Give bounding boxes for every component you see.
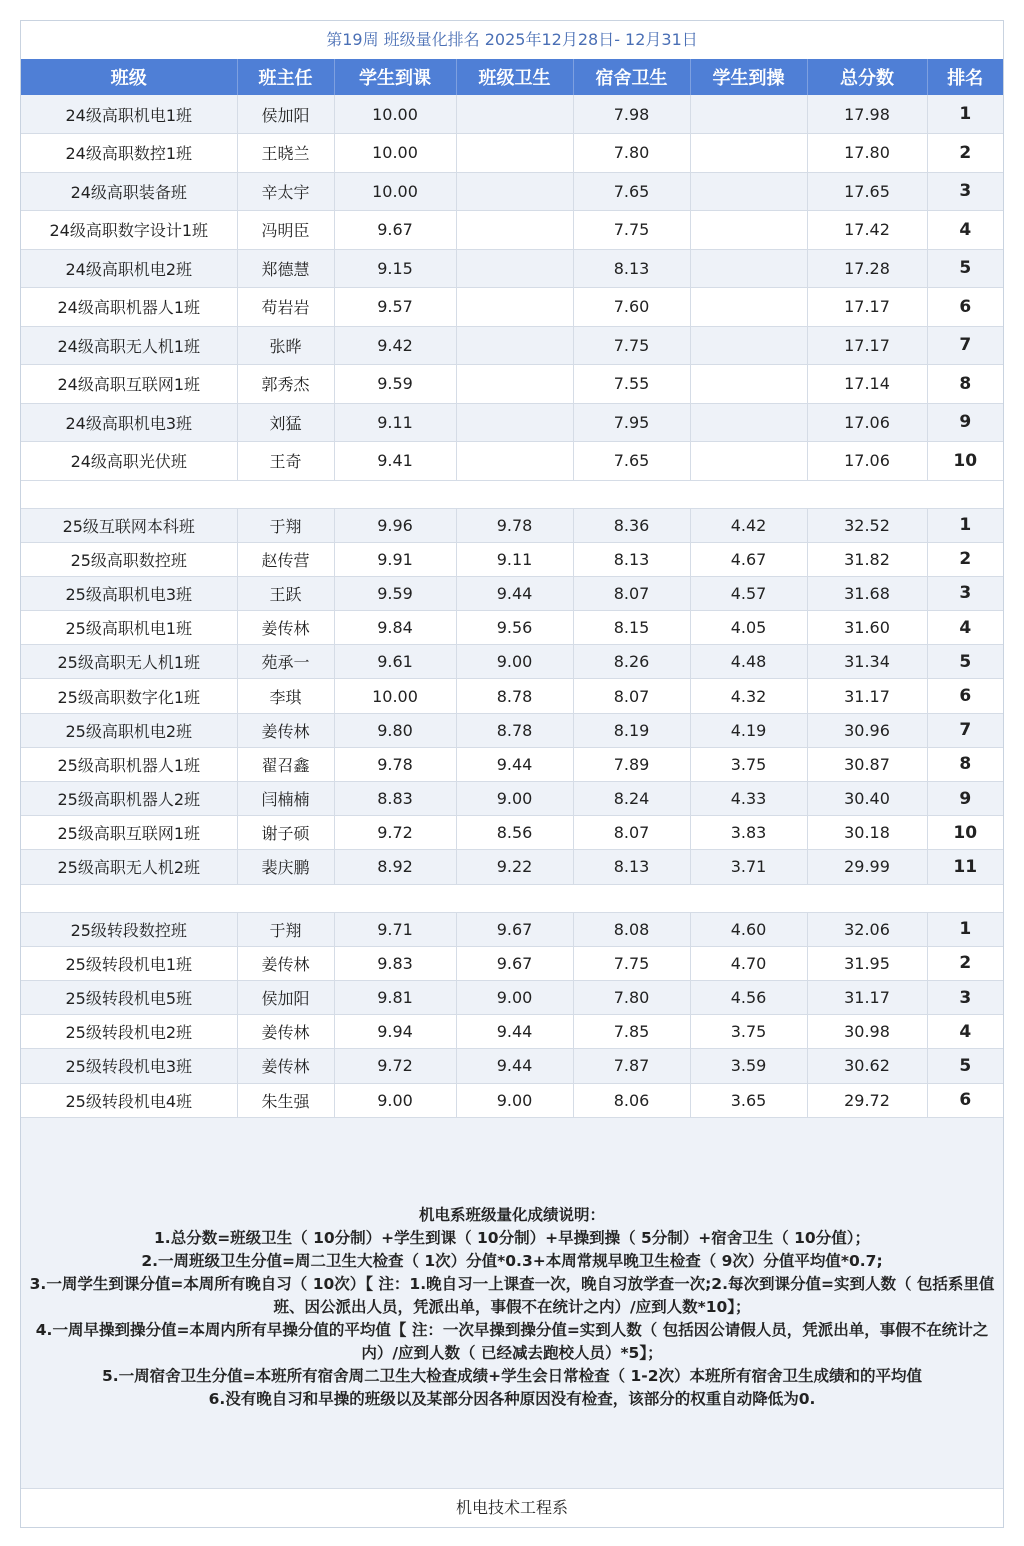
cell-teacher: 王奇 xyxy=(237,442,334,481)
cell-attendance: 10.00 xyxy=(334,172,456,211)
cell-attendance: 9.11 xyxy=(334,403,456,442)
cell-class: 25级转段机电5班 xyxy=(21,980,237,1014)
table-row xyxy=(21,713,1003,747)
cell-class-hygiene: 9.56 xyxy=(456,611,573,645)
cell-total: 29.72 xyxy=(807,1083,927,1117)
footer-department: 机电技术工程系 xyxy=(21,1489,1003,1528)
cell-teacher: 王晓兰 xyxy=(237,134,334,173)
cell-teacher: 朱生强 xyxy=(237,1083,334,1117)
cell-class: 24级高职机电1班 xyxy=(21,95,237,134)
cell-exercise xyxy=(690,134,807,173)
cell-rank: 3 xyxy=(927,172,1003,211)
cell-class: 24级高职数字设计1班 xyxy=(21,211,237,250)
section-25-grade xyxy=(21,508,1003,884)
page-title: 第19周 班级量化排名 2025年12月28日- 12月31日 xyxy=(21,20,1003,59)
cell-rank: 8 xyxy=(927,747,1003,781)
table-row xyxy=(21,508,1003,542)
cell-teacher: 姜传林 xyxy=(237,611,334,645)
cell-rank: 6 xyxy=(927,288,1003,327)
cell-total: 31.60 xyxy=(807,611,927,645)
section-gap xyxy=(21,480,1003,508)
notes-line: 2.一周班级卫生分值=周二卫生大检查（ 1次）分值*0.3+本周常规早晚卫生检查（ 9次）分值平均值*0.7; xyxy=(141,1251,883,1270)
table-row xyxy=(21,1083,1003,1117)
cell-class: 25级转段机电4班 xyxy=(21,1083,237,1117)
table-row xyxy=(21,542,1003,576)
header-class: 班级 xyxy=(21,59,237,95)
cell-attendance: 9.00 xyxy=(334,1083,456,1117)
table-row xyxy=(21,946,1003,980)
cell-class-hygiene xyxy=(456,365,573,404)
cell-dorm-hygiene: 7.87 xyxy=(573,1049,690,1083)
cell-dorm-hygiene: 7.85 xyxy=(573,1015,690,1049)
cell-attendance: 9.57 xyxy=(334,288,456,327)
cell-class-hygiene xyxy=(456,288,573,327)
cell-rank: 2 xyxy=(927,134,1003,173)
cell-teacher: 刘猛 xyxy=(237,403,334,442)
cell-exercise: 3.83 xyxy=(690,816,807,850)
header-teacher: 班主任 xyxy=(237,59,334,95)
cell-teacher: 侯加阳 xyxy=(237,980,334,1014)
cell-attendance: 9.41 xyxy=(334,442,456,481)
cell-rank: 10 xyxy=(927,442,1003,481)
cell-rank: 10 xyxy=(927,816,1003,850)
cell-total: 30.40 xyxy=(807,782,927,816)
cell-class-hygiene: 9.67 xyxy=(456,946,573,980)
cell-teacher: 于翔 xyxy=(237,912,334,946)
cell-dorm-hygiene: 7.95 xyxy=(573,403,690,442)
cell-dorm-hygiene: 7.89 xyxy=(573,747,690,781)
cell-exercise: 4.56 xyxy=(690,980,807,1014)
cell-rank: 11 xyxy=(927,850,1003,884)
cell-dorm-hygiene: 8.08 xyxy=(573,912,690,946)
table-row xyxy=(21,679,1003,713)
table-row xyxy=(21,365,1003,404)
cell-rank: 4 xyxy=(927,211,1003,250)
cell-class: 25级高职机器人2班 xyxy=(21,782,237,816)
cell-class-hygiene xyxy=(456,172,573,211)
header-exercise: 学生到操 xyxy=(690,59,807,95)
cell-dorm-hygiene: 8.13 xyxy=(573,850,690,884)
cell-class-hygiene xyxy=(456,249,573,288)
cell-class-hygiene: 8.78 xyxy=(456,679,573,713)
header-row xyxy=(21,59,1003,95)
cell-teacher: 姜传林 xyxy=(237,1015,334,1049)
section-25-transfer xyxy=(21,912,1003,1117)
cell-attendance: 9.42 xyxy=(334,326,456,365)
cell-teacher: 王跃 xyxy=(237,576,334,610)
cell-teacher: 姜传林 xyxy=(237,946,334,980)
table-row xyxy=(21,782,1003,816)
cell-exercise: 3.65 xyxy=(690,1083,807,1117)
cell-exercise: 4.60 xyxy=(690,912,807,946)
cell-class-hygiene: 9.00 xyxy=(456,782,573,816)
cell-attendance: 9.91 xyxy=(334,542,456,576)
table-row xyxy=(21,211,1003,250)
cell-exercise: 4.48 xyxy=(690,645,807,679)
cell-class: 25级转段数控班 xyxy=(21,912,237,946)
cell-total: 31.95 xyxy=(807,946,927,980)
cell-total: 17.06 xyxy=(807,403,927,442)
table-row xyxy=(21,611,1003,645)
cell-class: 25级高职机器人1班 xyxy=(21,747,237,781)
notes-panel xyxy=(21,1118,1003,1489)
table-row xyxy=(21,95,1003,134)
cell-rank: 4 xyxy=(927,1015,1003,1049)
cell-class-hygiene xyxy=(456,326,573,365)
cell-attendance: 9.15 xyxy=(334,249,456,288)
cell-total: 30.96 xyxy=(807,713,927,747)
cell-exercise xyxy=(690,288,807,327)
cell-exercise: 4.19 xyxy=(690,713,807,747)
cell-dorm-hygiene: 7.65 xyxy=(573,442,690,481)
cell-class: 25级高职机电3班 xyxy=(21,576,237,610)
cell-exercise: 4.05 xyxy=(690,611,807,645)
cell-class: 24级高职机电3班 xyxy=(21,403,237,442)
cell-total: 32.52 xyxy=(807,508,927,542)
cell-rank: 9 xyxy=(927,782,1003,816)
cell-dorm-hygiene: 7.75 xyxy=(573,946,690,980)
cell-class: 25级高职无人机1班 xyxy=(21,645,237,679)
section-24-grade xyxy=(21,95,1003,480)
header-class-hygiene: 班级卫生 xyxy=(456,59,573,95)
cell-dorm-hygiene: 7.98 xyxy=(573,95,690,134)
cell-total: 32.06 xyxy=(807,912,927,946)
cell-rank: 2 xyxy=(927,542,1003,576)
cell-attendance: 9.84 xyxy=(334,611,456,645)
table-row xyxy=(21,403,1003,442)
cell-teacher: 郑德慧 xyxy=(237,249,334,288)
cell-total: 17.17 xyxy=(807,288,927,327)
header-rank: 排名 xyxy=(927,59,1003,95)
cell-teacher: 张晔 xyxy=(237,326,334,365)
cell-total: 17.65 xyxy=(807,172,927,211)
cell-rank: 6 xyxy=(927,1083,1003,1117)
cell-class-hygiene xyxy=(456,442,573,481)
cell-rank: 7 xyxy=(927,713,1003,747)
cell-dorm-hygiene: 8.07 xyxy=(573,679,690,713)
cell-total: 31.34 xyxy=(807,645,927,679)
cell-attendance: 9.94 xyxy=(334,1015,456,1049)
cell-rank: 1 xyxy=(927,508,1003,542)
cell-class: 25级转段机电2班 xyxy=(21,1015,237,1049)
cell-class: 25级转段机电1班 xyxy=(21,946,237,980)
cell-class: 24级高职数控1班 xyxy=(21,134,237,173)
cell-total: 30.62 xyxy=(807,1049,927,1083)
cell-class-hygiene xyxy=(456,403,573,442)
cell-class: 24级高职装备班 xyxy=(21,172,237,211)
table-row xyxy=(21,326,1003,365)
table-row xyxy=(21,980,1003,1014)
cell-teacher: 闫楠楠 xyxy=(237,782,334,816)
cell-attendance: 10.00 xyxy=(334,134,456,173)
cell-exercise: 4.67 xyxy=(690,542,807,576)
cell-teacher: 于翔 xyxy=(237,508,334,542)
cell-rank: 3 xyxy=(927,980,1003,1014)
cell-total: 17.42 xyxy=(807,211,927,250)
table-row xyxy=(21,134,1003,173)
cell-class-hygiene: 9.00 xyxy=(456,1083,573,1117)
cell-exercise: 3.75 xyxy=(690,1015,807,1049)
cell-exercise: 4.70 xyxy=(690,946,807,980)
cell-exercise: 4.57 xyxy=(690,576,807,610)
cell-attendance: 9.96 xyxy=(334,508,456,542)
cell-exercise xyxy=(690,442,807,481)
cell-total: 17.06 xyxy=(807,442,927,481)
table-row xyxy=(21,442,1003,481)
cell-class: 24级高职机电2班 xyxy=(21,249,237,288)
cell-attendance: 9.78 xyxy=(334,747,456,781)
cell-dorm-hygiene: 7.80 xyxy=(573,134,690,173)
cell-teacher: 赵传营 xyxy=(237,542,334,576)
cell-class-hygiene: 9.44 xyxy=(456,576,573,610)
cell-class-hygiene xyxy=(456,134,573,173)
cell-exercise xyxy=(690,211,807,250)
cell-class-hygiene: 9.44 xyxy=(456,747,573,781)
cell-class-hygiene xyxy=(456,95,573,134)
cell-attendance: 9.72 xyxy=(334,816,456,850)
cell-class-hygiene: 9.78 xyxy=(456,508,573,542)
cell-dorm-hygiene: 7.65 xyxy=(573,172,690,211)
table-row xyxy=(21,576,1003,610)
cell-class: 24级高职机器人1班 xyxy=(21,288,237,327)
cell-class-hygiene: 9.11 xyxy=(456,542,573,576)
cell-class-hygiene: 9.67 xyxy=(456,912,573,946)
cell-class-hygiene: 9.44 xyxy=(456,1015,573,1049)
cell-exercise: 4.32 xyxy=(690,679,807,713)
cell-rank: 1 xyxy=(927,95,1003,134)
cell-class: 25级转段机电3班 xyxy=(21,1049,237,1083)
cell-rank: 6 xyxy=(927,679,1003,713)
cell-attendance: 10.00 xyxy=(334,95,456,134)
table-row xyxy=(21,1015,1003,1049)
cell-total: 30.87 xyxy=(807,747,927,781)
cell-total: 17.80 xyxy=(807,134,927,173)
cell-dorm-hygiene: 8.13 xyxy=(573,249,690,288)
cell-class: 25级高职机电1班 xyxy=(21,611,237,645)
cell-teacher: 辛太宇 xyxy=(237,172,334,211)
cell-dorm-hygiene: 7.80 xyxy=(573,980,690,1014)
cell-dorm-hygiene: 8.07 xyxy=(573,816,690,850)
cell-exercise xyxy=(690,172,807,211)
header-attendance: 学生到课 xyxy=(334,59,456,95)
notes-line: 1.总分数=班级卫生（ 10分制）+学生到课（ 10分制）+早操到操（ 5分制）+宿舍卫生（ 10分值）； xyxy=(154,1228,870,1247)
cell-class-hygiene: 9.44 xyxy=(456,1049,573,1083)
table-row xyxy=(21,747,1003,781)
table-row xyxy=(21,850,1003,884)
cell-teacher: 翟召鑫 xyxy=(237,747,334,781)
cell-dorm-hygiene: 7.55 xyxy=(573,365,690,404)
cell-attendance: 9.80 xyxy=(334,713,456,747)
cell-exercise: 3.59 xyxy=(690,1049,807,1083)
notes-heading: 机电系班级量化成绩说明： xyxy=(418,1205,605,1224)
cell-total: 31.17 xyxy=(807,980,927,1014)
header-dorm-hygiene: 宿舍卫生 xyxy=(573,59,690,95)
notes-line: 6.没有晚自习和早操的班级以及某部分因各种原因没有检查，该部分的权重自动降低为0. xyxy=(208,1389,816,1408)
table-row xyxy=(21,249,1003,288)
table-row xyxy=(21,645,1003,679)
cell-class: 25级高职互联网1班 xyxy=(21,816,237,850)
cell-class-hygiene xyxy=(456,211,573,250)
cell-teacher: 谢子硕 xyxy=(237,816,334,850)
cell-total: 30.98 xyxy=(807,1015,927,1049)
cell-teacher: 裴庆鹏 xyxy=(237,850,334,884)
cell-attendance: 9.81 xyxy=(334,980,456,1014)
cell-exercise xyxy=(690,326,807,365)
header-total: 总分数 xyxy=(807,59,927,95)
table-row xyxy=(21,172,1003,211)
cell-class-hygiene: 8.78 xyxy=(456,713,573,747)
cell-total: 17.14 xyxy=(807,365,927,404)
cell-class-hygiene: 9.00 xyxy=(456,645,573,679)
cell-rank: 9 xyxy=(927,403,1003,442)
cell-exercise xyxy=(690,403,807,442)
cell-class: 24级高职无人机1班 xyxy=(21,326,237,365)
cell-rank: 7 xyxy=(927,326,1003,365)
cell-dorm-hygiene: 7.60 xyxy=(573,288,690,327)
cell-attendance: 9.67 xyxy=(334,211,456,250)
cell-total: 30.18 xyxy=(807,816,927,850)
cell-dorm-hygiene: 7.75 xyxy=(573,211,690,250)
cell-class: 25级高职数控班 xyxy=(21,542,237,576)
cell-rank: 5 xyxy=(927,1049,1003,1083)
cell-class: 24级高职光伏班 xyxy=(21,442,237,481)
cell-dorm-hygiene: 8.07 xyxy=(573,576,690,610)
cell-exercise: 4.33 xyxy=(690,782,807,816)
table-row xyxy=(21,816,1003,850)
cell-dorm-hygiene: 7.75 xyxy=(573,326,690,365)
cell-teacher: 李琪 xyxy=(237,679,334,713)
cell-rank: 1 xyxy=(927,912,1003,946)
cell-total: 31.17 xyxy=(807,679,927,713)
cell-teacher: 侯加阳 xyxy=(237,95,334,134)
cell-teacher: 姜传林 xyxy=(237,713,334,747)
cell-dorm-hygiene: 8.19 xyxy=(573,713,690,747)
cell-attendance: 8.83 xyxy=(334,782,456,816)
cell-teacher: 冯明臣 xyxy=(237,211,334,250)
ranking-sheet xyxy=(20,20,1004,1528)
cell-dorm-hygiene: 8.06 xyxy=(573,1083,690,1117)
cell-rank: 3 xyxy=(927,576,1003,610)
cell-attendance: 9.59 xyxy=(334,365,456,404)
cell-dorm-hygiene: 8.36 xyxy=(573,508,690,542)
ranking-table xyxy=(21,59,1003,1118)
cell-attendance: 9.61 xyxy=(334,645,456,679)
cell-teacher: 苟岩岩 xyxy=(237,288,334,327)
cell-teacher: 姜传林 xyxy=(237,1049,334,1083)
cell-teacher: 苑承一 xyxy=(237,645,334,679)
cell-attendance: 8.92 xyxy=(334,850,456,884)
cell-teacher: 郭秀杰 xyxy=(237,365,334,404)
cell-rank: 4 xyxy=(927,611,1003,645)
cell-attendance: 9.71 xyxy=(334,912,456,946)
cell-dorm-hygiene: 8.13 xyxy=(573,542,690,576)
cell-class: 25级高职无人机2班 xyxy=(21,850,237,884)
cell-attendance: 9.59 xyxy=(334,576,456,610)
cell-attendance: 9.72 xyxy=(334,1049,456,1083)
cell-attendance: 10.00 xyxy=(334,679,456,713)
cell-exercise xyxy=(690,95,807,134)
cell-total: 29.99 xyxy=(807,850,927,884)
cell-exercise: 3.71 xyxy=(690,850,807,884)
cell-total: 31.68 xyxy=(807,576,927,610)
notes-line: 5.一周宿舍卫生分值=本班所有宿舍周二卫生大检查成绩+学生会日常检查（ 1-2次）本班所有宿舍卫生成绩和的平均值 xyxy=(101,1366,923,1385)
cell-class: 25级高职机电2班 xyxy=(21,713,237,747)
cell-class-hygiene: 8.56 xyxy=(456,816,573,850)
cell-rank: 2 xyxy=(927,946,1003,980)
cell-class: 24级高职互联网1班 xyxy=(21,365,237,404)
cell-total: 31.82 xyxy=(807,542,927,576)
cell-class: 25级高职数字化1班 xyxy=(21,679,237,713)
notes-line: 4.一周早操到操分值=本周内所有早操分值的平均值【 注：一次早操到操分值=实到人数（ 包括因公请假人员，凭派出单，事假不在统计之内）/应到人数（ 已经减去跑校人员）*5】； xyxy=(35,1320,989,1362)
cell-total: 17.28 xyxy=(807,249,927,288)
cell-class-hygiene: 9.22 xyxy=(456,850,573,884)
table-row xyxy=(21,912,1003,946)
cell-attendance: 9.83 xyxy=(334,946,456,980)
cell-rank: 5 xyxy=(927,645,1003,679)
cell-dorm-hygiene: 8.24 xyxy=(573,782,690,816)
cell-dorm-hygiene: 8.26 xyxy=(573,645,690,679)
cell-dorm-hygiene: 8.15 xyxy=(573,611,690,645)
cell-exercise: 3.75 xyxy=(690,747,807,781)
cell-rank: 8 xyxy=(927,365,1003,404)
cell-total: 17.17 xyxy=(807,326,927,365)
cell-class-hygiene: 9.00 xyxy=(456,980,573,1014)
notes-line: 3.一周学生到课分值=本周所有晚自习（ 10次）【 注：1.晚自习一上课查一次，晚自习放学查一次;2.每次到课分值=实到人数（ 包括系里值班、因公派出人员，凭派出单，事假不在统计之内）/应到人数*10】； xyxy=(29,1274,995,1316)
cell-exercise xyxy=(690,249,807,288)
table-row xyxy=(21,288,1003,327)
cell-exercise: 4.42 xyxy=(690,508,807,542)
cell-total: 17.98 xyxy=(807,95,927,134)
cell-class: 25级互联网本科班 xyxy=(21,508,237,542)
cell-rank: 5 xyxy=(927,249,1003,288)
table-row xyxy=(21,1049,1003,1083)
cell-exercise xyxy=(690,365,807,404)
section-gap xyxy=(21,884,1003,912)
